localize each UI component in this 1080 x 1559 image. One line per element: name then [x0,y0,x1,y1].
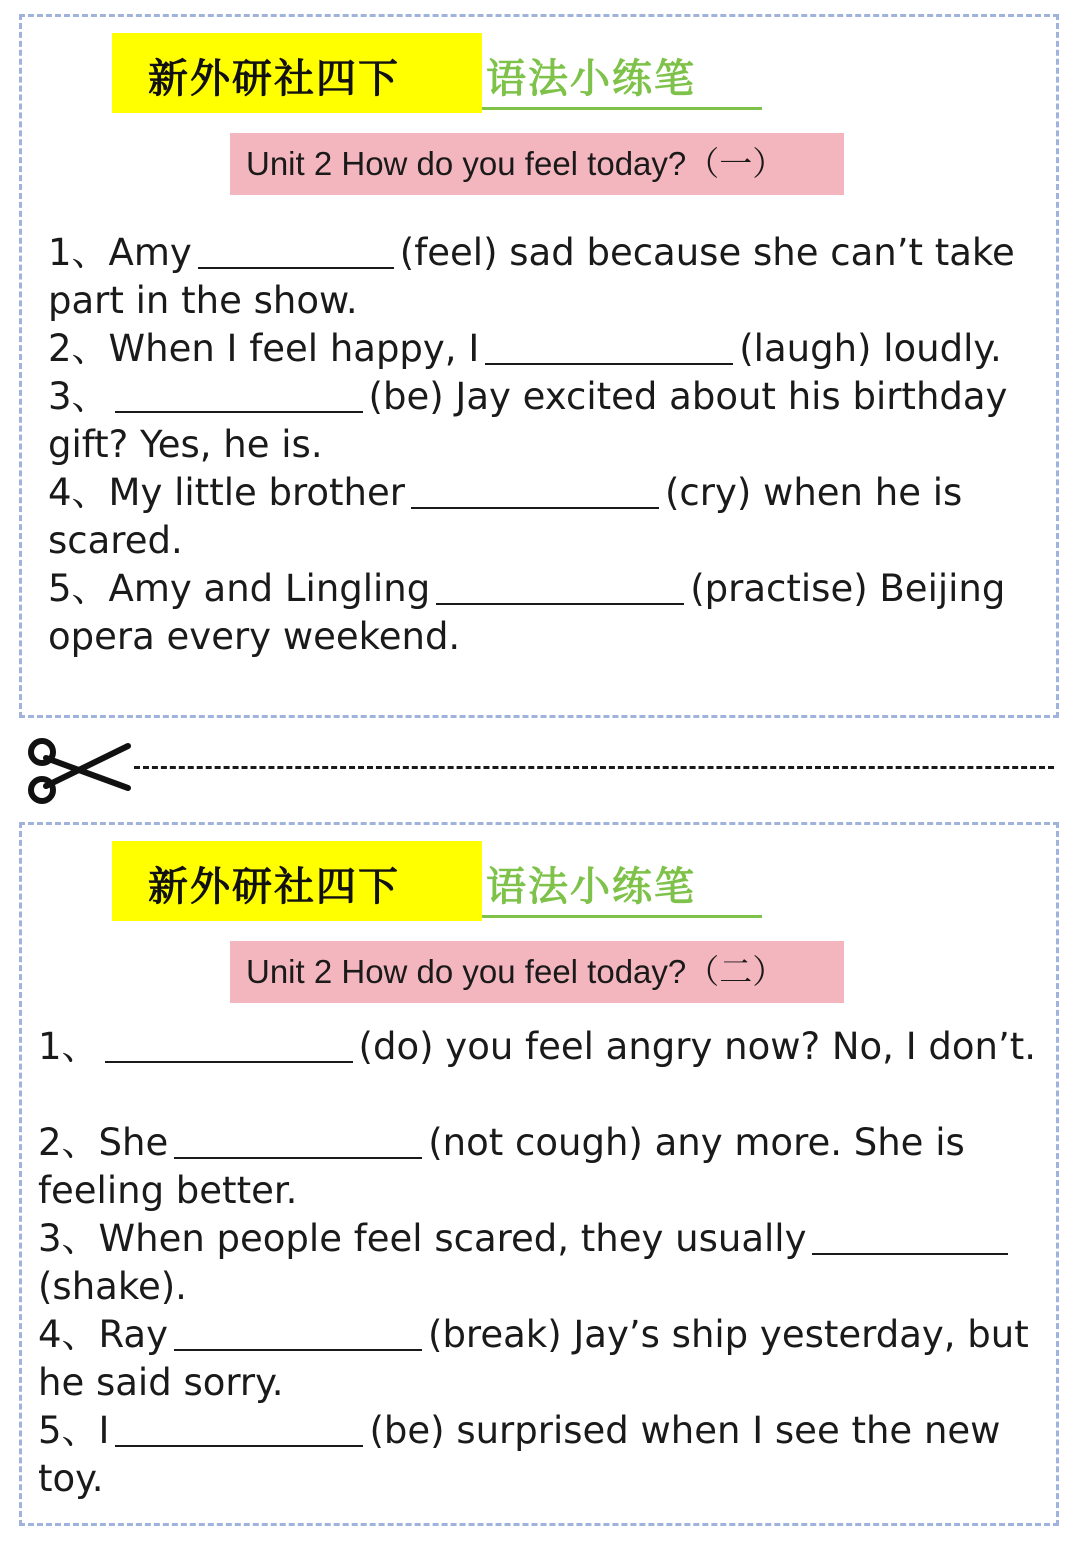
banner-underline [482,107,762,110]
worksheet-banner [112,33,696,113]
answer-blank[interactable] [436,603,684,605]
worksheet-card-2 [19,822,1059,1526]
question-item [48,469,1048,565]
question-item [38,1119,1048,1215]
question-prefix: 4、Ray [38,1313,169,1356]
question-prefix: 1、Amy [48,231,192,274]
answer-blank[interactable] [198,267,394,269]
question-hint: (feel) sad because she can’t take part in the show. [48,231,1015,322]
question-prefix: 1、 [38,1025,99,1068]
question-item [38,1023,1048,1071]
answer-blank[interactable] [812,1253,1008,1255]
worksheet-card-1 [19,14,1059,718]
banner-publisher-text: 新外研社四下 [148,56,400,102]
question-prefix: 3、 [48,375,109,418]
question-item [48,229,1048,325]
answer-blank[interactable] [485,363,733,365]
question-hint: (laugh) loudly. [739,327,1002,370]
question-hint: (break) Jay’s ship yesterday, but he said sorry. [38,1313,1029,1404]
answer-blank[interactable] [174,1349,422,1351]
question-prefix: 3、When people feel scared, they usually [38,1217,807,1260]
cut-line [24,736,1064,806]
answer-blank[interactable] [105,1061,353,1063]
banner-subject-text: 语法小练笔 [486,864,696,910]
banner-subject-text: 语法小练笔 [486,56,696,102]
question-item [38,1311,1048,1407]
answer-blank[interactable] [115,411,363,413]
answer-blank[interactable] [411,507,659,509]
question-item [48,325,1048,373]
dashed-cut-line [134,766,1054,769]
worksheet-banner [112,841,696,921]
question-item [48,373,1048,469]
scissors-icon [24,736,134,806]
question-prefix: 2、When I feel happy, I [48,327,480,370]
question-item [38,1215,1048,1311]
answer-blank[interactable] [115,1445,363,1447]
question-hint: (shake). [38,1265,187,1308]
banner-underline [482,915,762,918]
answer-blank[interactable] [174,1157,422,1159]
question-hint: (be) Jay excited about his birthday gift? Yes, he is. [48,375,1008,466]
question-hint: (not cough) any more. She is feeling better. [38,1121,965,1212]
question-hint: (be) surprised when I see the new toy. [38,1409,1001,1500]
question-prefix: 4、My little brother [48,471,405,514]
question-item [38,1407,1048,1503]
question-prefix: 5、I [38,1409,110,1452]
banner-publisher-text: 新外研社四下 [148,864,400,910]
question-prefix: 2、She [38,1121,169,1164]
question-list [38,1023,1048,1503]
unit-title: Unit 2 How do you feel today?（二） [230,941,844,1003]
question-prefix: 5、Amy and Lingling [48,567,431,610]
question-hint: (do) you feel angry now? No, I don’t. [358,1025,1036,1068]
question-item [48,565,1048,661]
question-hint: (practise) Beijing opera every weekend. [48,567,1006,658]
question-hint: (cry) when he is scared. [48,471,963,562]
question-list [48,229,1048,661]
unit-title: Unit 2 How do you feel today?（一） [230,133,844,195]
